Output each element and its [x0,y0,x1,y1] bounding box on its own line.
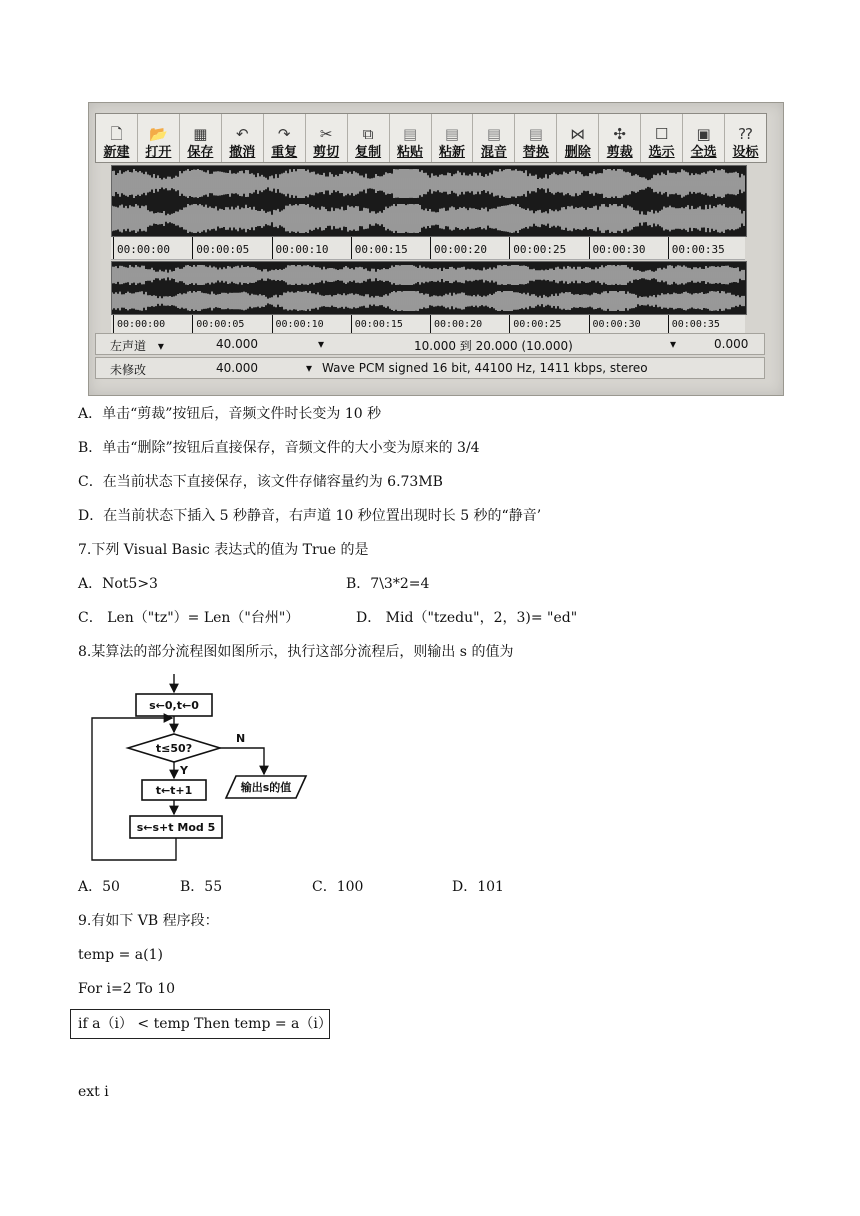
save-disk-icon: ▦ [193,125,208,143]
toolbar-button-label: 设标 [732,145,759,160]
q6-option-c: C．在当前状态下直接保存，该文件存储容量约为 6.73MB [78,474,443,490]
settings-icon: ⁇ [738,125,753,143]
toolbar-button-4[interactable] [264,114,306,162]
toolbar-button-3[interactable] [222,114,264,162]
chevron-down-icon[interactable]: ▾ [318,337,325,351]
editor-toolbar [95,113,767,163]
status-row-channel [95,333,765,355]
timeline-tick-label: 00:00:05 [192,315,244,333]
timeline-tick-label: 00:00:10 [272,237,329,259]
replace-icon: ▤ [528,125,543,143]
zoom-value: 40.000 [216,337,258,351]
timeline-tick-label: 00:00:35 [668,237,725,259]
paste-new-icon: ▤ [444,125,460,143]
waveform-bottom-panel[interactable] [111,261,747,315]
toolbar-button-label: 重复 [271,145,298,160]
toolbar-button-label: 剪切 [313,145,340,160]
toolbar-button-8[interactable] [432,114,474,162]
timeline-tick-label: 00:00:20 [430,237,487,259]
toolbar-button-0[interactable] [96,114,138,162]
audio-editor-screenshot [88,102,784,396]
toolbar-button-label: 粘新 [438,145,465,160]
timeline-top [111,237,745,260]
q8-stem: 8.某算法的部分流程图如图所示，执行这部分流程后，则输出 s 的值为 [78,644,514,660]
waveform-top-panel[interactable] [111,165,747,237]
select-all-icon: ▣ [696,125,711,143]
timeline-tick-label: 00:00:20 [430,315,482,333]
toolbar-button-label: 打开 [145,145,172,160]
toolbar-button-7[interactable] [390,114,432,162]
audio-format: Wave PCM signed 16 bit, 44100 Hz, 1411 kbps, stereo [322,361,648,375]
timeline-tick-label: 00:00:35 [668,315,720,333]
toolbar-button-6[interactable] [348,114,390,162]
toolbar-button-1[interactable] [138,114,180,162]
flow-increment-text: t←t+1 [155,784,193,797]
channel-label: 左声道 [110,339,147,353]
waveform-channel-0 [112,169,744,198]
waveform-channel-1 [112,204,744,233]
scissors-icon: ✂ [319,125,333,143]
status-row-format [95,357,765,379]
q7-option-d: D． Mid（"tzedu"，2，3)= "ed" [356,610,578,626]
q7-option-a: A．Not5>3 [78,576,158,592]
q7-option-b: B．7\3*2=4 [346,576,430,592]
modified-state: 未修改 [110,363,147,377]
flow-no-label: N [236,732,246,745]
toolbar-button-15[interactable] [725,114,766,162]
toolbar-button-2[interactable] [180,114,222,162]
timeline-tick-label: 00:00:30 [589,315,641,333]
redo-icon: ↷ [277,125,291,143]
q9-code-line-1: temp = a(1) [78,947,163,963]
timeline-bottom [111,315,745,334]
zoom-value-2: 40.000 [216,361,258,375]
channel-select[interactable] [110,337,164,354]
timeline-tick-label: 00:00:00 [113,237,170,259]
waveform-channel-0 [112,265,744,285]
toolbar-button-label: 选示 [648,145,675,160]
crop-icon: ✣ [613,125,626,143]
timeline-tick-label: 00:00:05 [192,237,249,259]
mix-icon: ▤ [486,125,501,143]
toolbar-button-5[interactable] [306,114,348,162]
position-value: 0.000 [714,337,749,351]
timeline-tick-label: 00:00:15 [351,237,408,259]
flowchart-diagram [84,672,314,867]
toolbar-button-label: 混音 [480,145,507,160]
timeline-tick-label: 00:00:25 [509,315,561,333]
q7-stem: 7.下列 Visual Basic 表达式的值为 True 的是 [78,542,369,558]
toolbar-button-label: 粘贴 [397,145,424,160]
timeline-tick-label: 00:00:10 [272,315,324,333]
flow-init-text: s←0,t←0 [149,699,199,712]
toolbar-button-label: 撤消 [229,145,256,160]
toolbar-button-label: 替换 [522,145,549,160]
toolbar-button-label: 删除 [564,145,591,160]
q8-option-c: C．100 [312,879,364,895]
paste-icon: ▤ [402,125,418,143]
flow-output-text: 输出s的值 [240,781,292,794]
toolbar-button-label: 全选 [690,145,717,160]
q6-option-a: A．单击“剪裁”按钮后，音频文件时长变为 10 秒 [78,406,382,422]
q8-option-a: A．50 [78,879,120,895]
q9-code-line-3: if a（i） < temp Then temp = a（i） [78,1016,332,1032]
flow-sum-text: s←s+t Mod 5 [136,821,216,834]
toolbar-button-13[interactable] [641,114,683,162]
flow-decision-text: t≤50? [155,742,193,755]
open-folder-icon: 📂 [149,125,168,143]
q6-option-b: B．单击“删除”按钮后直接保存，音频文件的大小变为原来的 3/4 [78,440,480,456]
q8-option-b: B．55 [180,879,223,895]
timeline-tick-label: 00:00:30 [589,237,646,259]
toolbar-button-11[interactable] [557,114,599,162]
waveform-bottom [112,262,746,314]
selection-range: 10.000 到 20.000 (10.000) [414,339,573,353]
chevron-down-icon[interactable]: ▾ [670,337,677,351]
timeline-tick-label: 00:00:15 [351,315,403,333]
toolbar-button-label: 新建 [103,145,130,160]
copy-icon: ⧉ [362,125,374,143]
new-file-icon: 🗋 [110,125,123,143]
toolbar-button-label: 保存 [187,145,214,160]
q9-code-line-4: ext i [78,1084,109,1100]
timeline-tick-label: 00:00:00 [113,315,165,333]
select-icon: ☐ [654,125,669,143]
undo-icon: ↶ [235,125,249,143]
flow-yes-label: Y [180,764,188,777]
toolbar-button-9[interactable] [473,114,515,162]
toolbar-button-10[interactable] [515,114,557,162]
toolbar-button-12[interactable] [599,114,641,162]
q8-option-d: D．101 [452,879,504,895]
chevron-down-icon: ▾ [157,339,164,353]
toolbar-button-14[interactable] [683,114,725,162]
waveform-top [112,166,746,236]
q7-option-c: C． Len（"tz"）= Len（"台州"） [78,610,300,626]
chevron-down-icon[interactable]: ▾ [306,361,313,375]
q9-stem: 9.有如下 VB 程序段： [78,913,219,929]
delete-icon: ⋈ [570,125,586,143]
timeline-tick-label: 00:00:25 [509,237,566,259]
q9-code-line-2: For i=2 To 10 [78,981,176,997]
q6-option-d: D．在当前状态下插入 5 秒静音，右声道 10 秒位置出现时长 5 秒的“静音’ [78,508,542,524]
toolbar-button-label: 复制 [355,145,382,160]
flow-no-line [220,748,264,774]
toolbar-button-label: 剪裁 [606,145,633,160]
waveform-channel-1 [112,291,744,311]
